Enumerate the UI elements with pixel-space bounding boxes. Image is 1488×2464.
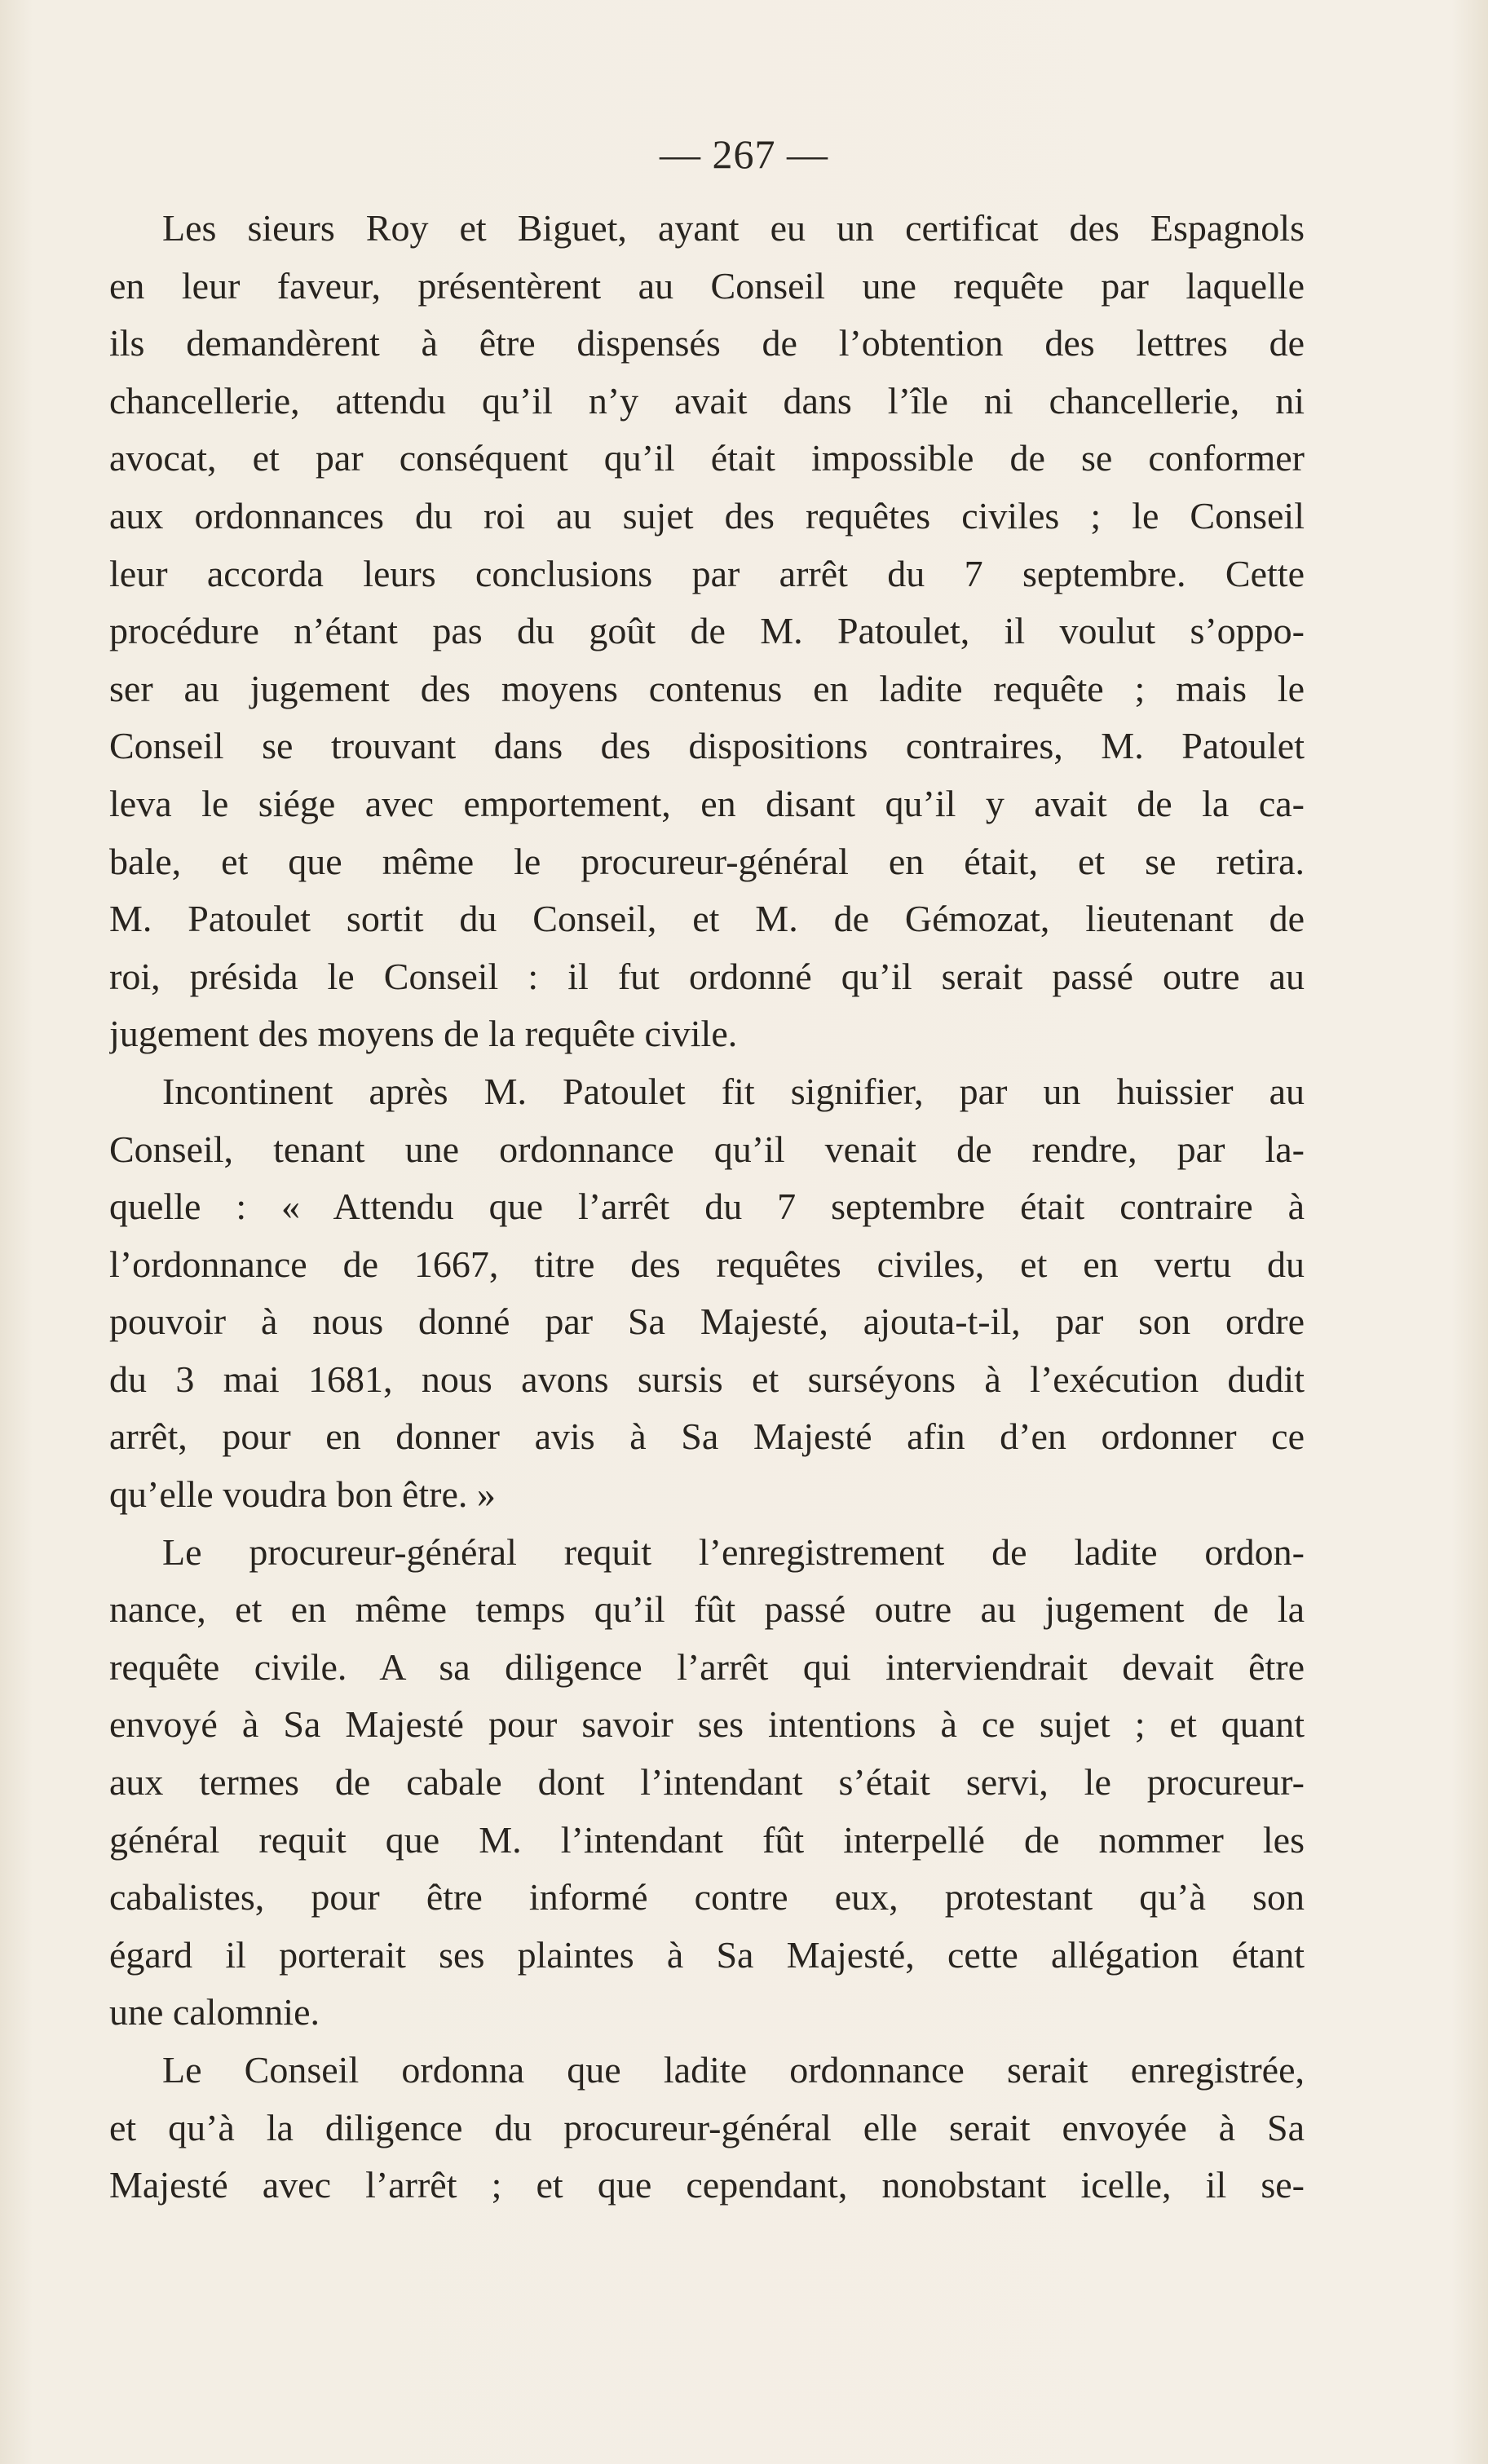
text-line: envoyé à Sa Majesté pour savoir ses intentions à ce sujet ; et quant bbox=[109, 1703, 1305, 1746]
text-line: leva le siége avec emportement, en disant qu’il y avait de la ca- bbox=[109, 782, 1305, 824]
text-line: procédure n’étant pas du goût de M. Patoulet, il voulut s’oppo- bbox=[109, 610, 1305, 652]
text-line: en leur faveur, présentèrent au Conseil une requête par laquelle bbox=[109, 264, 1305, 307]
text-line: l’ordonnance de 1667, titre des requêtes civiles, et en vertu du bbox=[109, 1243, 1305, 1285]
text-line: Les sieurs Roy et Biguet, ayant eu un certificat des Espagnols bbox=[162, 207, 1305, 249]
text-line: Conseil, tenant une ordonnance qu’il venait de rendre, par la- bbox=[109, 1128, 1305, 1170]
text-line: ser au jugement des moyens contenus en ladite requête ; mais le bbox=[109, 667, 1305, 709]
text-line: du 3 mai 1681, nous avons sursis et surséyons à l’exécution dudit bbox=[109, 1358, 1305, 1400]
text-line: nance, et en même temps qu’il fût passé outre au jugement de la bbox=[109, 1588, 1305, 1631]
text-line: une calomnie. bbox=[109, 1991, 320, 2033]
text-line: aux ordonnances du roi au sujet des requêtes civiles ; le Conseil bbox=[109, 494, 1305, 537]
text-line: Majesté avec l’arrêt ; et que cependant, nonobstant icelle, il se- bbox=[109, 2164, 1305, 2206]
text-line: général requit que M. l’intendant fût interpellé de nommer les bbox=[109, 1818, 1305, 1861]
text-line: Incontinent après M. Patoulet fit signifier, par un huissier au bbox=[162, 1070, 1305, 1112]
body-text bbox=[109, 200, 1305, 2215]
text-line: ils demandèrent à être dispensés de l’obtention des lettres de bbox=[109, 322, 1305, 364]
text-line: qu’elle voudra bon être. » bbox=[109, 1473, 496, 1516]
text-line: avocat, et par conséquent qu’il était impossible de se conformer bbox=[109, 437, 1305, 479]
text-line: quelle : « Attendu que l’arrêt du 7 septembre était contraire à bbox=[109, 1186, 1305, 1228]
page-number: — 267 — bbox=[660, 131, 828, 177]
text-line: jugement des moyens de la requête civile. bbox=[109, 1013, 738, 1055]
text-line: Le Conseil ordonna que ladite ordonnance serait enregistrée, bbox=[162, 2049, 1305, 2091]
text-line: roi, présida le Conseil : il fut ordonné qu’il serait passé outre au bbox=[109, 955, 1305, 997]
text-line: cabalistes, pour être informé contre eux, protestant qu’à son bbox=[109, 1876, 1305, 1919]
text-line: pouvoir à nous donné par Sa Majesté, ajouta-t-il, par son ordre bbox=[109, 1300, 1305, 1343]
text-line: aux termes de cabale dont l’intendant s’était servi, le procureur- bbox=[109, 1761, 1305, 1804]
text-line: M. Patoulet sortit du Conseil, et M. de Gémozat, lieutenant de bbox=[109, 898, 1305, 940]
text-line: chancellerie, attendu qu’il n’y avait dans l’île ni chancellerie, ni bbox=[109, 379, 1305, 422]
text-line: Conseil se trouvant dans des dispositions contraires, M. Patoulet bbox=[109, 725, 1305, 767]
text-line: Le procureur-général requit l’enregistrement de ladite ordon- bbox=[162, 1530, 1305, 1573]
text-line: requête civile. A sa diligence l’arrêt qui interviendrait devait être bbox=[109, 1645, 1305, 1688]
text-line: égard il porterait ses plaintes à Sa Majesté, cette allégation étant bbox=[109, 1933, 1305, 1976]
text-line: et qu’à la diligence du procureur-général elle serait envoyée à Sa bbox=[109, 2106, 1305, 2148]
text-line: bale, et que même le procureur-général en était, et se retira. bbox=[109, 840, 1305, 882]
text-line: arrêt, pour en donner avis à Sa Majesté afin d’en ordonner ce bbox=[109, 1415, 1305, 1458]
text-line: leur accorda leurs conclusions par arrêt du 7 septembre. Cette bbox=[109, 552, 1305, 594]
